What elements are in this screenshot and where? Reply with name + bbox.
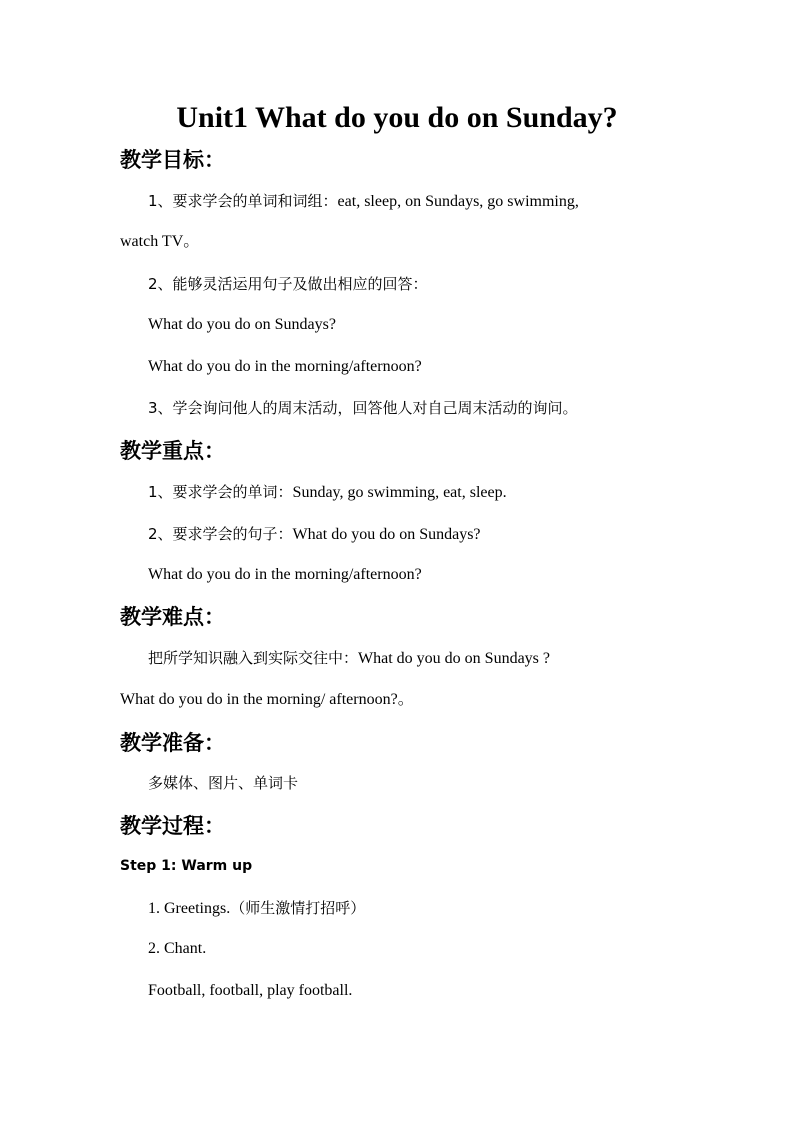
page-title: Unit1 What do you do on Sunday? [176,101,618,134]
difficulties-heading: 教学难点： [120,605,225,629]
objectives-item-2-question-2: What do you do in the morning/afternoon? [148,358,422,375]
objectives-item-1-words: eat, sleep, on Sundays, go swimming, [337,193,579,210]
objectives-item-2-text: 2、能够灵活运用句子及做出相应的回答： [148,275,428,293]
objectives-item-2-question-1: What do you do on Sundays? [148,316,336,333]
process-heading: 教学过程： [120,814,225,838]
objectives-item-1-prefix: 1、要求学会的单词和词组： [148,192,338,210]
objectives-heading: 教学目标： [120,148,225,172]
process-item-2: 2. Chant. [148,940,207,957]
objectives-item-2 [148,273,428,296]
key-points-item-2-continued: What do you do in the morning/afternoon? [148,566,422,583]
objectives-item-1 [148,190,579,213]
process-item-1-note: （师生激情打招呼） [230,899,366,917]
key-points-item-2-sentence: What do you do on Sundays? [292,526,481,543]
difficulties-line-1-prefix: 把所学知识融入到实际交往中： [148,649,359,667]
key-points-item-2-prefix: 2、要求学会的句子： [148,525,293,543]
preparation-line-1 [148,772,298,795]
objectives-item-3 [148,397,578,420]
preparation-materials: 多媒体、图片、单词卡 [148,774,299,792]
preparation-heading: 教学准备： [120,731,225,755]
difficulties-line-1-sentence: What do you do on Sundays ? [358,650,550,667]
key-points-heading: 教学重点： [120,439,225,463]
key-points-item-1 [148,481,507,504]
objectives-item-1-continued: watch TV。 [120,233,200,250]
key-points-item-1-prefix: 1、要求学会的单词： [148,483,293,501]
key-points-item-1-words: Sunday, go swimming, eat, sleep. [292,484,507,501]
key-points-item-2 [148,523,481,546]
step-1-heading: Step 1: Warm up [120,858,253,874]
process-item-3: Football, football, play football. [148,982,353,999]
difficulties-line-1 [148,647,550,670]
objectives-item-3-text: 3、学会询问他人的周末活动，回答他人对自己周末活动的询问。 [148,399,578,417]
process-item-1 [148,897,365,920]
process-item-1-english: 1. Greetings. [148,900,231,917]
difficulties-line-2: What do you do in the morning/ afternoon?。 [120,691,414,708]
